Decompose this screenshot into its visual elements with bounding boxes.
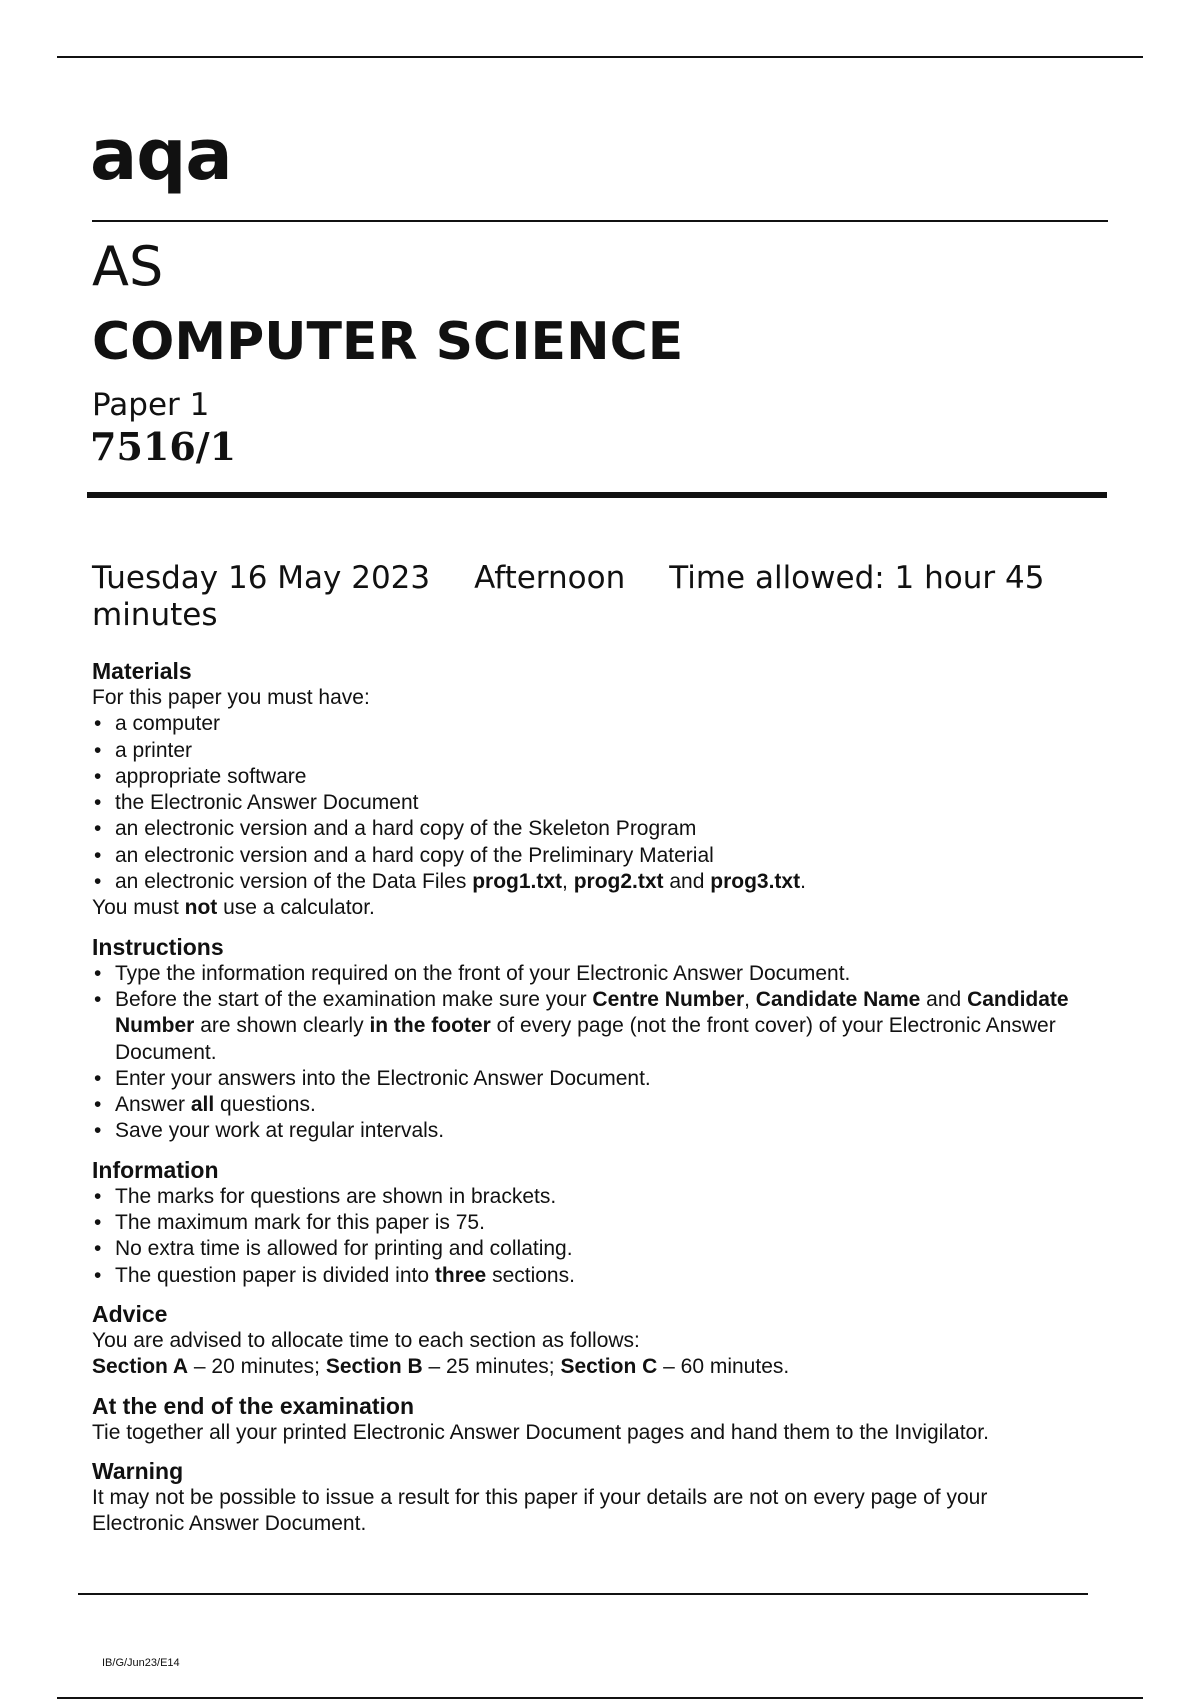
- list-item: • No extra time is allowed for printing and collating.: [92, 1236, 1072, 1262]
- list-item: • appropriate software: [92, 764, 1072, 790]
- section-c-time: – 60 minutes.: [657, 1355, 790, 1379]
- instruction-emphasis: Candidate Name: [755, 987, 921, 1011]
- list-item: • Enter your answers into the Electronic Answer Document.: [92, 1066, 1072, 1092]
- instruction-text: Before the start of the examination make sure your: [115, 987, 593, 1011]
- list-item: • the Electronic Answer Document: [92, 790, 1072, 816]
- list-item: • The maximum mark for this paper is 75.: [92, 1210, 1072, 1236]
- top-rule: [57, 56, 1143, 58]
- exam-date-line: [92, 560, 1052, 634]
- advice-heading: Advice: [92, 1300, 168, 1327]
- paper-code: 7516/1: [90, 424, 237, 469]
- calc-emphasis: not: [184, 896, 218, 920]
- footer-rule: [78, 1593, 1088, 1595]
- data-file-name: prog3.txt: [710, 870, 801, 894]
- subject-title: COMPUTER SCIENCE: [92, 312, 684, 372]
- list-item: • an electronic version and a hard copy of the Skeleton Program: [92, 816, 1072, 842]
- section-b-time: – 25 minutes;: [422, 1355, 561, 1379]
- materials-intro: For this paper you must have:: [92, 686, 370, 709]
- section-a-label: Section A: [92, 1355, 189, 1379]
- data-file-name: prog1.txt: [472, 870, 563, 894]
- information-heading: Information: [92, 1156, 219, 1183]
- logo-divider: [92, 220, 1108, 222]
- warning-section: [92, 1458, 1072, 1538]
- end-of-exam-heading: At the end of the examination: [92, 1392, 415, 1419]
- warning-heading: Warning: [92, 1457, 184, 1484]
- instruction-text: and: [920, 987, 968, 1011]
- data-files-prefix: an electronic version of the Data Files: [115, 870, 473, 894]
- section-a-time: – 20 minutes;: [188, 1355, 326, 1379]
- instruction-emphasis: Candidate Number: [115, 987, 1069, 1038]
- information-list: [92, 1184, 1072, 1289]
- aqa-logo: aqa: [90, 114, 232, 196]
- instruction-emphasis: in the footer: [369, 1014, 491, 1038]
- materials-section: [92, 658, 1072, 922]
- section-timings: [92, 1354, 1072, 1380]
- section-b-label: Section B: [325, 1355, 423, 1379]
- paper-name: Paper 1: [92, 387, 210, 423]
- instruction-text: ,: [744, 987, 756, 1011]
- list-item: [92, 1092, 1072, 1118]
- separator: and: [663, 870, 711, 894]
- instruction-text: are shown clearly: [194, 1014, 370, 1038]
- advice-section: [92, 1301, 1072, 1381]
- information-section: [92, 1157, 1072, 1289]
- calculator-note: [92, 895, 1072, 921]
- materials-heading: Materials: [92, 658, 192, 684]
- instructions-section: [92, 934, 1072, 1145]
- information-text: The question paper is divided into: [115, 1263, 435, 1287]
- list-item: • Type the information required on the front of your Electronic Answer Document.: [92, 961, 1072, 987]
- front-cover-content: [92, 658, 1072, 1549]
- calc-text: You must: [92, 896, 185, 920]
- materials-list: [92, 711, 1072, 895]
- instruction-emphasis: all: [190, 1093, 215, 1117]
- qualification-level: AS: [92, 235, 164, 298]
- data-files-item: [92, 869, 1072, 895]
- information-emphasis: three: [434, 1263, 487, 1287]
- information-text: sections.: [486, 1263, 575, 1287]
- list-item: • a computer: [92, 711, 1072, 737]
- separator: ,: [562, 870, 574, 894]
- thick-divider: [87, 492, 1107, 498]
- bottom-rule: [57, 1697, 1143, 1699]
- list-item: [92, 1263, 1072, 1289]
- section-c-label: Section C: [560, 1355, 658, 1379]
- instruction-text: questions.: [214, 1093, 316, 1117]
- instruction-text: of every page (not the front cover) of your Electronic Answer Document.: [115, 1014, 1056, 1064]
- list-item: • Save your work at regular intervals.: [92, 1118, 1072, 1144]
- calc-text: use a calculator.: [217, 896, 375, 920]
- document-reference: IB/G/Jun23/E14: [102, 1657, 180, 1669]
- instruction-emphasis: Centre Number: [592, 987, 745, 1011]
- end-of-exam-section: [92, 1393, 1072, 1446]
- data-file-name: prog2.txt: [573, 870, 664, 894]
- time-allowed: Time allowed: 1 hour 45 minutes: [92, 560, 1045, 633]
- exam-session: Afternoon: [474, 560, 626, 596]
- list-item: • an electronic version and a hard copy of the Preliminary Material: [92, 843, 1072, 869]
- warning-text: It may not be possible to issue a result for this paper if your details are not on every page of your Electronic Answer Document.: [92, 1485, 988, 1536]
- instruction-text: Answer: [115, 1093, 191, 1117]
- list-item: [92, 987, 1072, 1066]
- list-item: • The marks for questions are shown in brackets.: [92, 1184, 1072, 1210]
- end-of-exam-text: Tie together all your printed Electronic Answer Document pages and hand them to the Invigilator.: [92, 1420, 989, 1444]
- instructions-list: [92, 961, 1072, 1145]
- instructions-heading: Instructions: [92, 933, 224, 960]
- separator: .: [800, 870, 806, 894]
- advice-intro: You are advised to allocate time to each section as follows:: [92, 1328, 640, 1352]
- list-item: • a printer: [92, 738, 1072, 764]
- exam-date: Tuesday 16 May 2023: [92, 560, 431, 596]
